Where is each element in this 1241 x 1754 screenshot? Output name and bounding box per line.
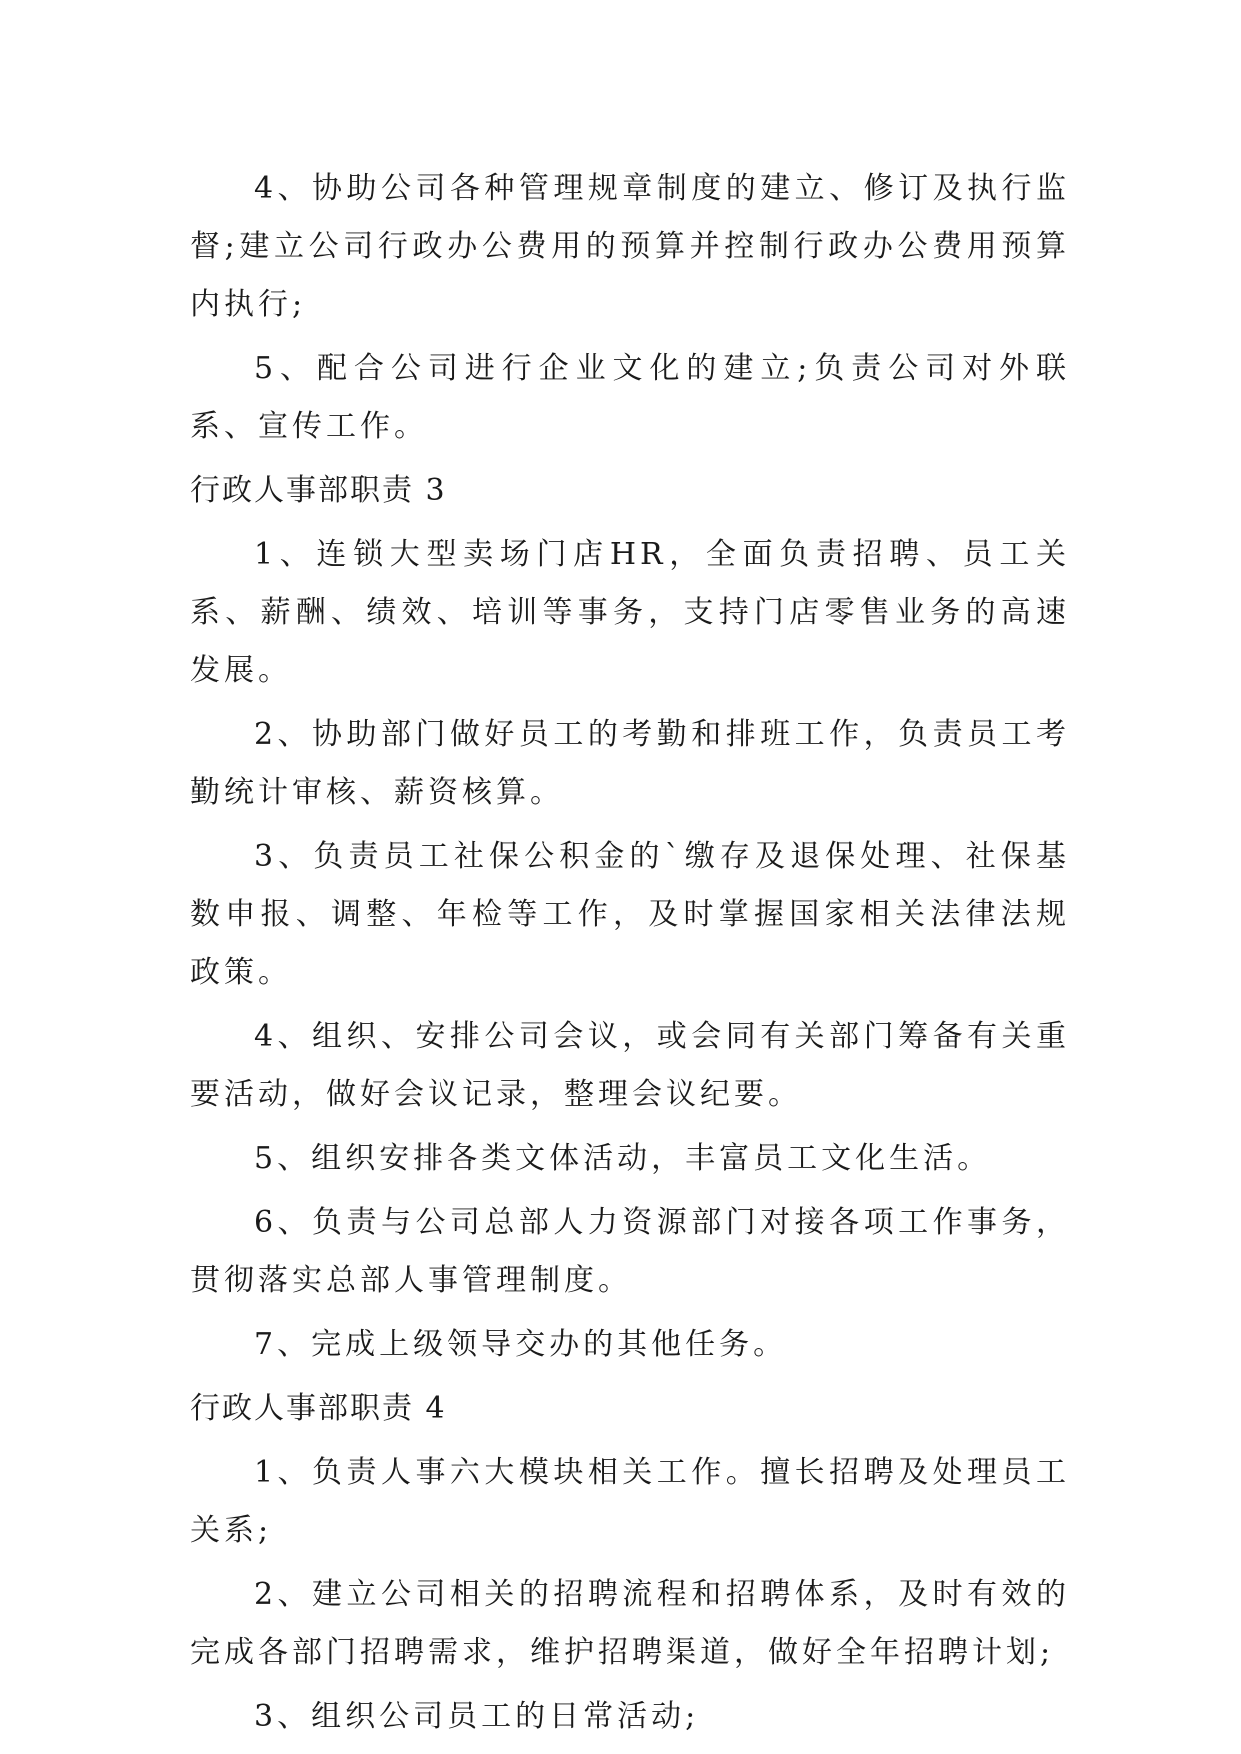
paragraph: 5、组织安排各类文体活动，丰富员工文化生活。 [254, 1141, 992, 1176]
section-continued [190, 160, 1070, 456]
paragraph: 4、组织、安排公司会议，或会同有关部门筹备有关重要活动，做好会议记录，整理会议纪要。 [190, 1019, 1070, 1112]
section-heading: 行政人事部职责 3 [190, 473, 447, 508]
paragraph: 1、连锁大型卖场门店HR，全面负责招聘、员工关系、薪酬、绩效、培训等事务，支持门店零售业务的高速发展。 [190, 537, 1070, 688]
paragraph: 3、负责员工社保公积金的`缴存及退保处理、社保基数申报、调整、年检等工作，及时掌握国家相关法律法规政策。 [190, 839, 1070, 990]
paragraph: 1、负责人事六大模块相关工作。擅长招聘及处理员工关系; [190, 1455, 1070, 1548]
paragraph: 2、建立公司相关的招聘流程和招聘体系，及时有效的完成各部门招聘需求，维护招聘渠道，做好全年招聘计划; [190, 1577, 1070, 1670]
document-page [190, 160, 1070, 1752]
paragraph: 6、负责与公司总部人力资源部门对接各项工作事务，贯彻落实总部人事管理制度。 [190, 1205, 1070, 1298]
paragraph: 2、协助部门做好员工的考勤和排班工作，负责员工考勤统计审核、薪资核算。 [190, 717, 1070, 810]
paragraph: 7、完成上级领导交办的其他任务。 [254, 1327, 788, 1362]
section-duties-3 [190, 462, 1070, 1374]
section-duties-4 [190, 1380, 1070, 1746]
section-heading: 行政人事部职责 4 [190, 1391, 447, 1426]
paragraph: 5、配合公司进行企业文化的建立;负责公司对外联系、宣传工作。 [190, 351, 1070, 444]
paragraph: 4、协助公司各种管理规章制度的建立、修订及执行监督;建立公司行政办公费用的预算并控制行政办公费用预算内执行; [190, 171, 1070, 322]
paragraph: 3、组织公司员工的日常活动; [254, 1699, 700, 1734]
